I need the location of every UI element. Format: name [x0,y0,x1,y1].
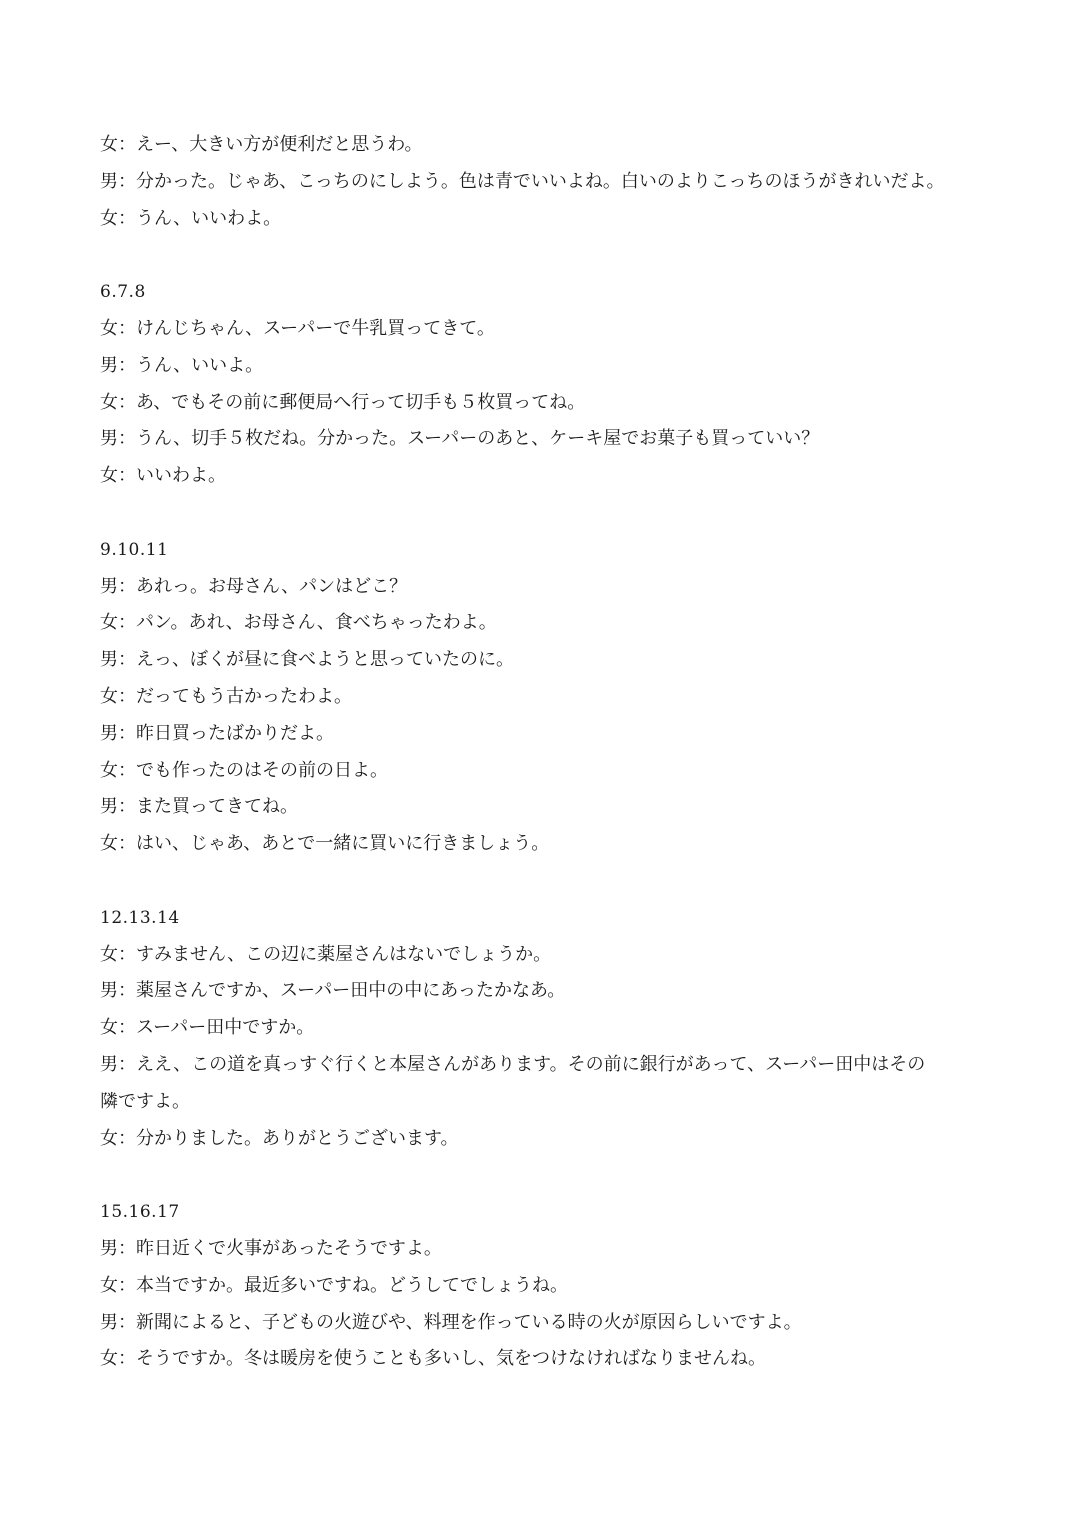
section-heading: 12.13.14 [100,907,180,928]
dialogue-line: 男：新聞によると、子どもの火遊びや、料理を作っている時の火が原因らしいですよ。 [100,1311,802,1333]
dialogue-line: 男：ええ、この道を真っすぐ行くと本屋さんがあります。その前に銀行があって、スーパー田中はその [100,1053,926,1075]
dialogue-line: 女：本当ですか。最近多いですね。どうしてでしょうね。 [100,1274,568,1296]
dialogue-line: 女：けんじちゃん、スーパーで牛乳買ってきて。 [100,317,495,339]
document-page [100,127,1000,1378]
dialogue-line: 女：パン。あれ、お母さん、食べちゃったわよ。 [100,612,497,634]
dialogue-line: 男：薬屋さんですか、スーパー田中の中にあったかなあ。 [100,980,566,1002]
dialogue-line: 女：えー、大きい方が便利だと思うわ。 [100,134,423,155]
dialogue-line: 男：あれっ。お母さん、パンはどこ？ [100,575,408,597]
dialogue-block-6-7-8 [100,274,1000,495]
dialogue-line: 男：昨日買ったばかりだよ。 [100,722,334,744]
section-heading: 9.10.11 [100,539,169,560]
dialogue-line: 男：うん、切手５枚だね。分かった。スーパーのあと、ケーキ屋でお菓子も買っていい？ [100,428,820,450]
dialogue-line: 女：分かりました。ありがとうございます。 [100,1127,459,1149]
dialogue-line: 男：また買ってきてね。 [100,796,298,818]
dialogue-line: 男：うん、いいよ。 [100,354,264,376]
dialogue-line: 女：はい、じゃあ、あとで一緒に買いに行きましょう。 [100,833,550,855]
section-gap [100,1157,1000,1194]
dialogue-line: 女：すみません、この辺に薬屋さんはないでしょうか。 [100,943,552,965]
dialogue-line: 女：いいわよ。 [100,465,226,487]
dialogue-line: 女：だってもう古かったわよ。 [100,685,352,707]
dialogue-line: 女：そうですか。冬は暖房を使うことも多いし、気をつけなければなりませんね。 [100,1348,766,1370]
dialogue-line: 女：スーパー田中ですか。 [100,1017,315,1039]
dialogue-line-continuation: 隣ですよ。 [100,1090,190,1112]
dialogue-line: 女：うん、いいわよ。 [100,207,282,229]
section-gap [100,237,1000,274]
dialogue-line: 女：でも作ったのはその前の日よ。 [100,759,388,781]
section-heading: 15.16.17 [100,1202,180,1223]
dialogue-line: 男：分かった。じゃあ、こっちのにしよう。色は青でいいよね。白いのよりこっちのほうがきれいだよ。 [100,170,945,192]
dialogue-line: 女：あ、でもその前に郵便局へ行って切手も５枚買ってね。 [100,391,586,413]
dialogue-block-9-10-11 [100,532,1000,863]
section-heading: 6.7.8 [100,282,146,303]
dialogue-block-15-16-17 [100,1194,1000,1378]
dialogue-block-12-13-14 [100,900,1000,1158]
dialogue-line: 男：えっ、ぼくが昼に食べようと思っていたのに。 [100,649,514,671]
section-gap [100,495,1000,532]
section-gap [100,863,1000,900]
dialogue-block-1 [100,127,1000,237]
dialogue-line: 男：昨日近くで火事があったそうですよ。 [100,1237,442,1259]
